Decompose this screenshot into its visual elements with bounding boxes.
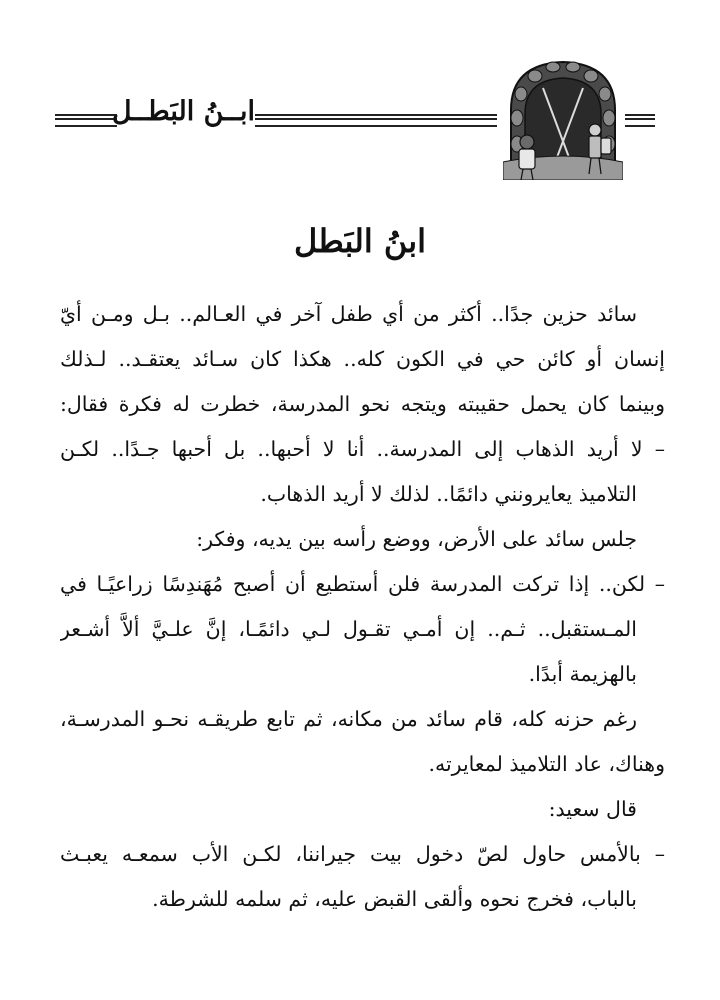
text-line: إنسان أو كائن حي في الكون كله.. هكذا كان سـائد يعتقـد.. لـذلك [60, 347, 665, 371]
header-rule-right [625, 114, 655, 127]
text-line: قال سعيد: [548, 797, 637, 821]
header-rule-left [55, 114, 117, 127]
text-line: جلس سائد على الأرض، ووضع رأسه بين يديه، وفكر: [196, 527, 637, 551]
running-title: ابــنُ البَطــل [111, 96, 255, 127]
header-rule-middle [255, 114, 497, 127]
story-text [60, 292, 665, 922]
text-line: بالهزيمة أبدًا. [528, 662, 637, 686]
text-line: بالباب، فخرج نحوه وألقى القبض عليه، ثم سلمه للشرطة. [152, 887, 637, 911]
text-line: – بالأمس حاول لصّ دخول بيت جيراننا، لكـن الأب سمعـه يعبـث [60, 842, 665, 866]
knight-in-armored-gate-icon [503, 58, 623, 180]
page-header [55, 58, 655, 182]
text-line: – لكن.. إذا تركت المدرسة فلن أستطيع أن أصبح مُهَندِسًا زراعيًـا في [60, 572, 665, 596]
text-line: التلاميذ يعايرونني دائمًا.. لذلك لا أريد الذهاب. [260, 482, 637, 506]
text-line: سائد حزين جدًا.. أكثر من أي طفل آخر في العـالم.. بـل ومـن أيّ [60, 302, 637, 326]
chapter-title: ابنُ البَطل [293, 222, 427, 260]
text-line: – لا أريد الذهاب إلى المدرسة.. أنا لا أحبها.. بل أحبها جـدًا.. لكـن [60, 437, 665, 461]
text-line: المـستقبل.. ثـم.. إن أمـي تقـول لـي دائمًـا، إنَّ علـيَّ ألاَّ أشـعر [60, 617, 637, 641]
text-line: وهناك، عاد التلاميذ لمعايرته. [428, 752, 665, 776]
text-line: وبينما كان يحمل حقيبته ويتجه نحو المدرسة، خطرت له فكرة فقال: [60, 392, 665, 416]
text-line: رغم حزنه كله، قام سائد من مكانه، ثم تابع طريقـه نحـو المدرسـة، [60, 707, 637, 731]
